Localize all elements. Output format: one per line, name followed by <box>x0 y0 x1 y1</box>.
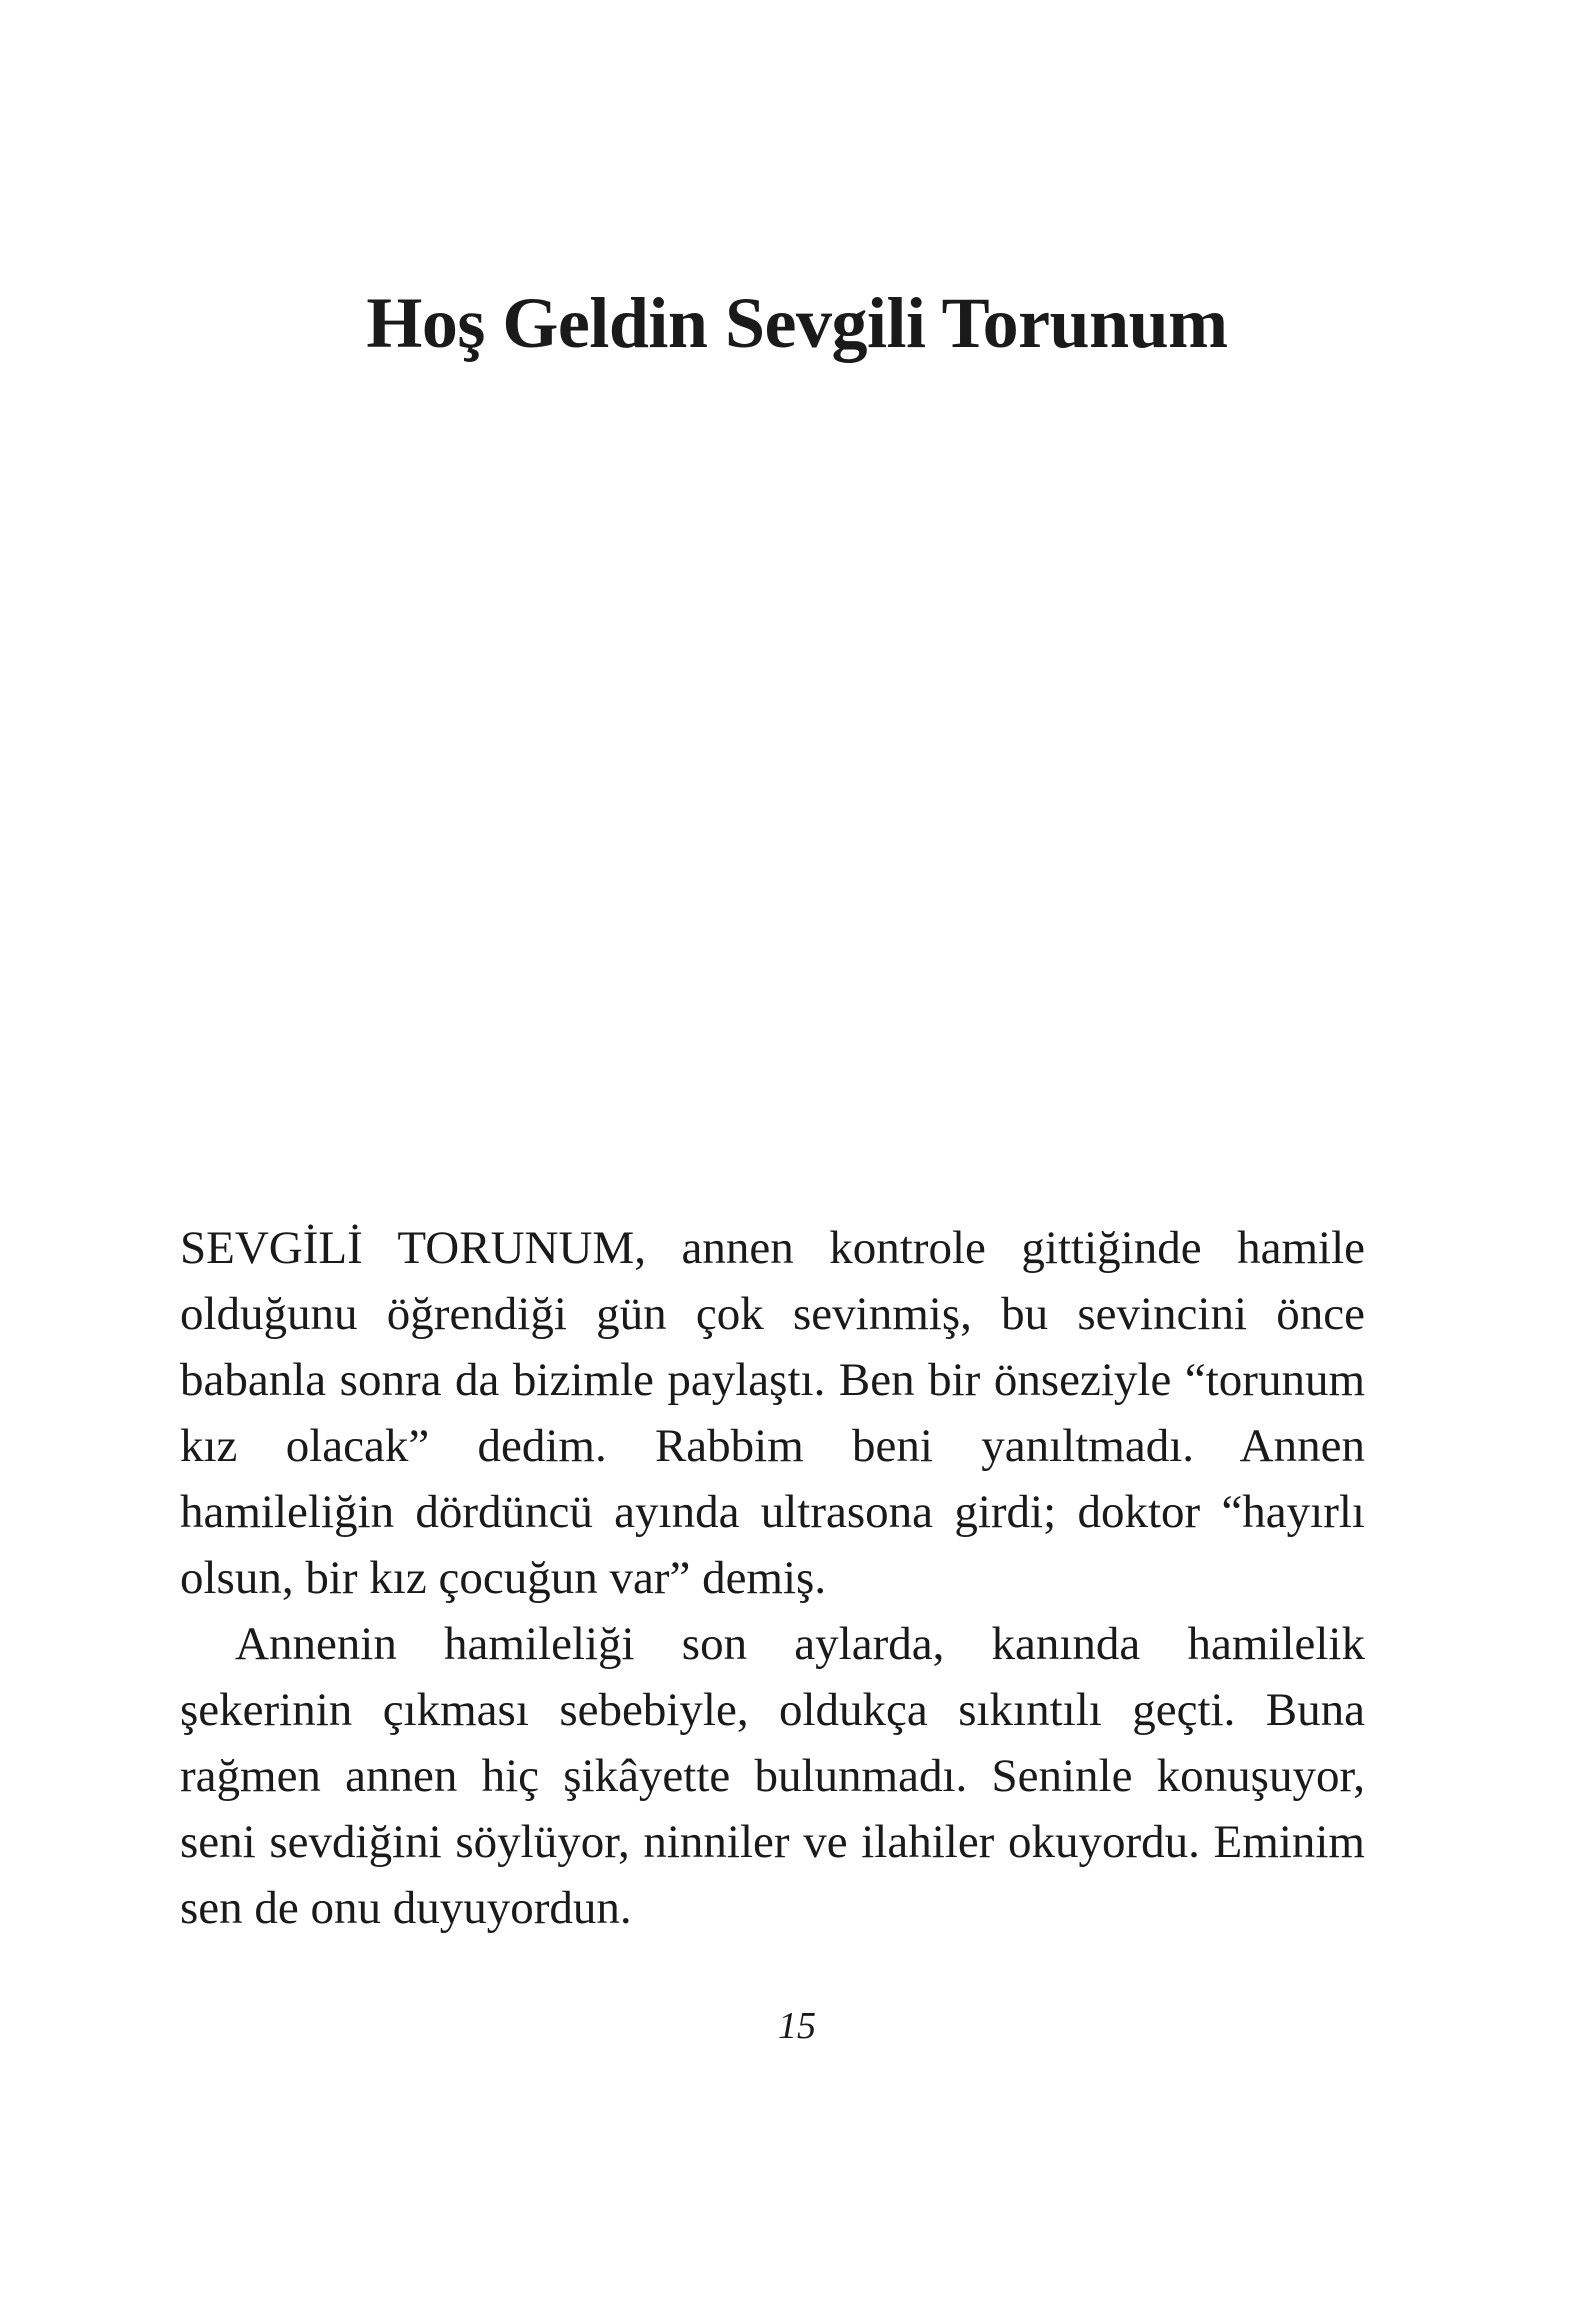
chapter-title: Hoş Geldin Sevgili Torunum <box>366 283 1228 363</box>
paragraph-1: SEVGİLİ TORUNUM, annen kontrole gittiğinde hamile olduğunu öğrendiği gün çok sevinmiş, bu sevincini önce babanla sonra da bizimle paylaştı. Ben bir önseziyle “torunum kız olacak” dedim. Rabbim beni yanıltmadı. Annen hamileliğin dördüncü ayında ultrasona girdi; doktor “hayırlı olsun, bir kız çocuğun var” demiş. <box>180 1222 1365 1604</box>
body-text <box>180 1215 1365 1941</box>
page-number: 15 <box>778 2005 816 2047</box>
paragraph-2: Annenin hamileliği son aylarda, kanında hamilelik şekerinin çıkması sebebiyle, oldukça sıkıntılı geçti. Buna rağmen annen hiç şikâyette bulunmadı. Seninle konuşuyor, seni sevdiğini söylüyor, ninniler ve ilahiler okuyordu. Eminim sen de onu duyuyordun. <box>180 1618 1365 1934</box>
